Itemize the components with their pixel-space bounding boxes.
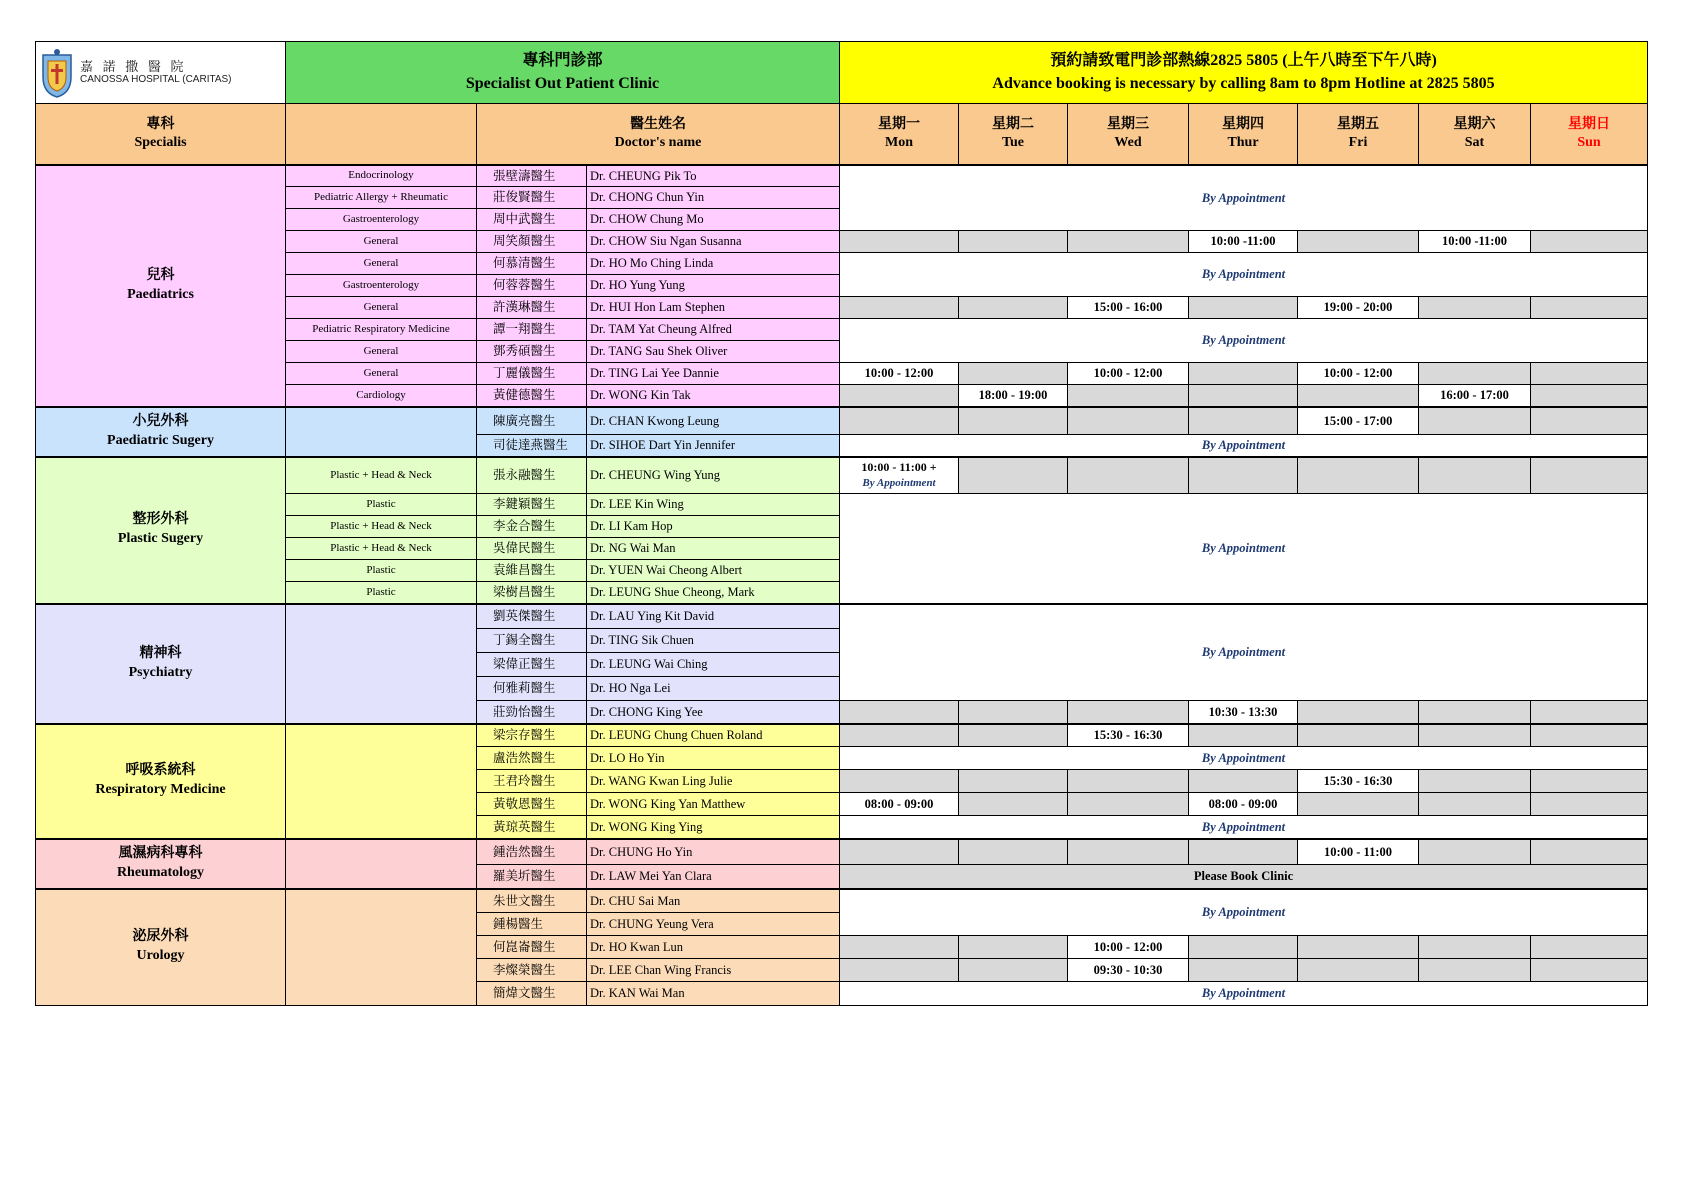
- day-en: Fri: [1348, 134, 1368, 150]
- subspecialty: Pediatric Respiratory Medicine: [286, 319, 477, 341]
- subspecialty: [286, 407, 477, 457]
- slot-empty: [840, 959, 959, 982]
- slot-empty: [1189, 936, 1298, 959]
- doctor-name-en: Dr. TING Lai Yee Dannie: [587, 363, 840, 385]
- doctor-name-cn: 梁樹昌醫生: [477, 582, 587, 604]
- doctor-name-en: Dr. LAU Ying Kit David: [587, 604, 840, 629]
- schedule-table: [35, 41, 1648, 1006]
- doctor-name-en: Dr. CHEUNG Wing Yung: [587, 457, 840, 494]
- clinic-time: 10:00 - 12:00: [1068, 363, 1189, 385]
- slot-empty: [959, 959, 1068, 982]
- by-appointment: By Appointment: [840, 253, 1648, 297]
- slot-empty: [1189, 457, 1298, 494]
- slot-empty: [959, 297, 1068, 319]
- slot-empty: [1068, 457, 1189, 494]
- dept-cn: 兒科: [146, 267, 175, 283]
- clinic-title-cn: 專科門診部: [522, 52, 603, 70]
- day-header-tue: [959, 104, 1068, 165]
- subspecialty: Plastic + Head & Neck: [286, 457, 477, 494]
- slot-empty: [1419, 701, 1531, 724]
- slot-empty: [1068, 839, 1189, 865]
- subspecialty-header: [286, 104, 477, 165]
- doctor-name-cn: 何蓉蓉醫生: [477, 275, 587, 297]
- subspecialty: Plastic: [286, 560, 477, 582]
- subspecialty: General: [286, 253, 477, 275]
- slot-empty: [840, 701, 959, 724]
- day-header-sun: [1531, 104, 1648, 165]
- slot-empty: [1298, 793, 1419, 816]
- by-appointment: By Appointment: [840, 435, 1648, 457]
- doctor-name-cn: 莊俊賢醫生: [477, 187, 587, 209]
- hospital-logo: [36, 42, 286, 104]
- doctor-name-cn: 何慕清醫生: [477, 253, 587, 275]
- doctor-name-cn: 許漢琳醫生: [477, 297, 587, 319]
- by-appointment: By Appointment: [840, 319, 1648, 363]
- doctor-name-en: Dr. HO Kwan Lun: [587, 936, 840, 959]
- slot-empty: [1298, 457, 1419, 494]
- doctor-name-cn: 鍾浩然醫生: [477, 839, 587, 865]
- doctor-name-cn: 黃琼英醫生: [477, 816, 587, 839]
- slot-empty: [959, 936, 1068, 959]
- booking-notice-en: Advance booking is necessary by calling 8am to 8pm Hotline at 2825 5805: [992, 74, 1495, 92]
- slot-empty: [1189, 770, 1298, 793]
- title-row: [36, 42, 1648, 104]
- subspecialty: General: [286, 363, 477, 385]
- slot-empty: [1419, 407, 1531, 435]
- clinic-time: 10:00 - 12:00: [1298, 363, 1419, 385]
- doctor-name-en: Dr. WONG King Ying: [587, 816, 840, 839]
- table-row: [36, 839, 1648, 865]
- dept-cn: 整形外科: [132, 512, 189, 528]
- slot-empty: [959, 407, 1068, 435]
- by-appointment: By Appointment: [840, 982, 1648, 1006]
- doctor-name-en: Dr. CHOW Chung Mo: [587, 209, 840, 231]
- slot-empty: [1298, 701, 1419, 724]
- dept-en: Respiratory Medicine: [95, 782, 226, 797]
- doctor-name-cn: 何雅莉醫生: [477, 677, 587, 701]
- booking-notice: [840, 42, 1648, 104]
- clinic-time: 15:30 - 16:30: [1068, 724, 1189, 747]
- slot-empty: [1531, 793, 1648, 816]
- slot-empty: [959, 701, 1068, 724]
- day-header-wed: [1068, 104, 1189, 165]
- subspecialty: Endocrinology: [286, 165, 477, 187]
- doctor-name-en: Dr. KAN Wai Man: [587, 982, 840, 1006]
- specialty-header-en: Specialis: [134, 134, 187, 150]
- clinic-time: 18:00 - 19:00: [959, 385, 1068, 407]
- subspecialty: Plastic: [286, 582, 477, 604]
- clinic-title-en: Specialist Out Patient Clinic: [465, 74, 660, 92]
- day-en: Mon: [885, 134, 913, 150]
- doctor-name-en: Dr. SIHOE Dart Yin Jennifer: [587, 435, 840, 457]
- schedule-sheet: [35, 41, 1647, 1006]
- doctor-name-en: Dr. CHOW Siu Ngan Susanna: [587, 231, 840, 253]
- please-book-clinic: Please Book Clinic: [840, 865, 1648, 889]
- doctor-header-cn: 醫生姓名: [630, 116, 686, 132]
- slot-empty: [1531, 839, 1648, 865]
- slot-empty: [1068, 770, 1189, 793]
- doctor-name-cn: 梁偉正醫生: [477, 653, 587, 677]
- by-appointment: By Appointment: [840, 165, 1648, 231]
- doctor-name-cn: 王君玲醫生: [477, 770, 587, 793]
- slot-empty: [959, 363, 1068, 385]
- slot-empty: [840, 297, 959, 319]
- doctor-name-en: Dr. CHUNG Yeung Vera: [587, 913, 840, 936]
- by-appointment: By Appointment: [840, 816, 1648, 839]
- doctor-name-cn: 張壁濤醫生: [477, 165, 587, 187]
- subspecialty: General: [286, 341, 477, 363]
- dept-en: Paediatrics: [127, 286, 194, 302]
- day-en: Sat: [1464, 134, 1485, 150]
- day-header-sat: [1419, 104, 1531, 165]
- table-row: [36, 457, 1648, 494]
- subspecialty: General: [286, 231, 477, 253]
- dept-rheumatology: [36, 839, 286, 889]
- table-row: [36, 407, 1648, 435]
- day-header-thu: [1189, 104, 1298, 165]
- slot-empty: [1068, 793, 1189, 816]
- doctor-name-en: Dr. LEE Chan Wing Francis: [587, 959, 840, 982]
- doctor-name-cn: 陳廣亮醫生: [477, 407, 587, 435]
- doctor-name-en: Dr. LEE Kin Wing: [587, 494, 840, 516]
- doctor-name-en: Dr. CHEUNG Pik To: [587, 165, 840, 187]
- slot-empty: [1068, 231, 1189, 253]
- slot-empty: [1531, 385, 1648, 407]
- doctor-header-en: Doctor's name: [614, 134, 702, 150]
- doctor-name-en: Dr. HO Mo Ching Linda: [587, 253, 840, 275]
- doctor-name-cn: 劉英傑醫生: [477, 604, 587, 629]
- clinic-time: 10:00 - 12:00: [1068, 936, 1189, 959]
- clinic-time: 09:30 - 10:30: [1068, 959, 1189, 982]
- slot-empty: [840, 407, 959, 435]
- doctor-name-en: Dr. LEUNG Chung Chuen Roland: [587, 724, 840, 747]
- clinic-time: 10:30 - 13:30: [1189, 701, 1298, 724]
- subspecialty: [286, 839, 477, 889]
- doctor-name-en: Dr. LEUNG Shue Cheong, Mark: [587, 582, 840, 604]
- slot-empty: [1419, 363, 1531, 385]
- doctor-name-cn: 黃敬恩醫生: [477, 793, 587, 816]
- slot-empty: [1531, 701, 1648, 724]
- day-en: Sun: [1577, 134, 1601, 150]
- clinic-time: 15:30 - 16:30: [1298, 770, 1419, 793]
- doctor-name-en: Dr. WONG King Yan Matthew: [587, 793, 840, 816]
- specialty-header: [36, 104, 286, 165]
- slot-empty: [1531, 457, 1648, 494]
- slot-empty: [840, 936, 959, 959]
- dept-en: Psychiatry: [128, 664, 193, 680]
- dept-cn: 精神科: [139, 645, 182, 661]
- doctor-name-cn: 司徒達燕醫生: [477, 435, 587, 457]
- subspecialty: Plastic: [286, 494, 477, 516]
- clinic-time: [840, 457, 959, 494]
- slot-empty: [1531, 936, 1648, 959]
- slot-empty: [1298, 724, 1419, 747]
- doctor-name-cn: 簡煒文醫生: [477, 982, 587, 1006]
- day-cn: 星期三: [1107, 116, 1149, 132]
- table-row: [36, 604, 1648, 629]
- doctor-name-en: Dr. WONG Kin Tak: [587, 385, 840, 407]
- doctor-name-cn: 盧浩然醫生: [477, 747, 587, 770]
- clinic-time: 10:00 - 12:00: [840, 363, 959, 385]
- subspecialty: Gastroenterology: [286, 209, 477, 231]
- slot-empty: [959, 839, 1068, 865]
- doctor-name-cn: 黃健德醫生: [477, 385, 587, 407]
- day-cn: 星期二: [992, 116, 1034, 132]
- clinic-time: 19:00 - 20:00: [1298, 297, 1419, 319]
- doctor-name-cn: 李鍵穎醫生: [477, 494, 587, 516]
- subspecialty: General: [286, 297, 477, 319]
- slot-empty: [840, 839, 959, 865]
- slot-empty: [1189, 407, 1298, 435]
- clinic-time: 10:00 -11:00: [1189, 231, 1298, 253]
- doctor-name-en: Dr. HO Nga Lei: [587, 677, 840, 701]
- doctor-name-en: Dr. CHU Sai Man: [587, 889, 840, 913]
- doctor-name-en: Dr. CHUNG Ho Yin: [587, 839, 840, 865]
- slot-empty: [1531, 770, 1648, 793]
- dept-cn: 小兒外科: [132, 413, 189, 429]
- doctor-name-cn: 吳偉民醫生: [477, 538, 587, 560]
- clinic-time: 15:00 - 16:00: [1068, 297, 1189, 319]
- slot-empty: [1298, 385, 1419, 407]
- by-appointment: By Appointment: [840, 889, 1648, 936]
- doctor-name-en: Dr. LAW Mei Yan Clara: [587, 865, 840, 889]
- slot-empty: [1068, 701, 1189, 724]
- subspecialty: [286, 604, 477, 724]
- slot-empty: [1189, 724, 1298, 747]
- slot-empty: [1419, 297, 1531, 319]
- day-en: Wed: [1114, 134, 1142, 150]
- slot-empty: [1068, 407, 1189, 435]
- doctor-name-en: Dr. NG Wai Man: [587, 538, 840, 560]
- slot-empty: [1189, 839, 1298, 865]
- doctor-name-cn: 丁麗儀醫生: [477, 363, 587, 385]
- dept-en: Plastic Sugery: [117, 531, 204, 546]
- dept-cn: 風濕病科專科: [118, 845, 203, 861]
- dept-respiratory: [36, 724, 286, 839]
- slot-empty: [1419, 959, 1531, 982]
- slot-empty: [1189, 385, 1298, 407]
- dept-psychiatry: [36, 604, 286, 724]
- clinic-time: 15:00 - 17:00: [1298, 407, 1419, 435]
- doctor-name-cn: 何崑崙醫生: [477, 936, 587, 959]
- slot-empty: [959, 231, 1068, 253]
- doctor-name-cn: 李金合醫生: [477, 516, 587, 538]
- slot-empty: [1189, 959, 1298, 982]
- doctor-name-cn: 鍾楊醫生: [477, 913, 587, 936]
- dept-cn: 呼吸系統科: [125, 763, 196, 779]
- doctor-name-cn: 羅美圻醫生: [477, 865, 587, 889]
- doctor-name-cn: 丁錫全醫生: [477, 629, 587, 653]
- doctor-name-en: Dr. TING Sik Chuen: [587, 629, 840, 653]
- doctor-name-cn: 李燦榮醫生: [477, 959, 587, 982]
- doctor-name-en: Dr. YUEN Wai Cheong Albert: [587, 560, 840, 582]
- by-appointment: By Appointment: [862, 477, 936, 490]
- doctor-name-en: Dr. HUI Hon Lam Stephen: [587, 297, 840, 319]
- by-appointment: By Appointment: [840, 494, 1648, 604]
- slot-empty: [959, 793, 1068, 816]
- slot-empty: [1189, 363, 1298, 385]
- doctor-name-en: Dr. LI Kam Hop: [587, 516, 840, 538]
- doctor-name-cn: 譚一翔醫生: [477, 319, 587, 341]
- subspecialty: Plastic + Head & Neck: [286, 538, 477, 560]
- dept-paediatric-surgery: [36, 407, 286, 457]
- slot-empty: [1068, 385, 1189, 407]
- day-cn: 星期四: [1222, 116, 1264, 132]
- slot-empty: [1531, 231, 1648, 253]
- slot-empty: [840, 385, 959, 407]
- slot-empty: [1531, 959, 1648, 982]
- slot-empty: [1419, 770, 1531, 793]
- subspecialty: [286, 724, 477, 839]
- doctor-name-en: Dr. LEUNG Wai Ching: [587, 653, 840, 677]
- clinic-time: 08:00 - 09:00: [840, 793, 959, 816]
- day-header-mon: [840, 104, 959, 165]
- column-header-row: [36, 104, 1648, 165]
- doctor-name-en: Dr. LO Ho Yin: [587, 747, 840, 770]
- by-appointment: By Appointment: [840, 747, 1648, 770]
- doctor-name-cn: 莊勁怡醫生: [477, 701, 587, 724]
- slot-empty: [1531, 724, 1648, 747]
- table-row: [36, 724, 1648, 747]
- slot-empty: [1419, 457, 1531, 494]
- doctor-name-cn: 張永融醫生: [477, 457, 587, 494]
- slot-empty: [959, 724, 1068, 747]
- dept-paediatrics: [36, 165, 286, 407]
- hospital-crest-icon: [40, 47, 74, 99]
- slot-empty: [1298, 959, 1419, 982]
- dept-cn: 泌尿外科: [132, 929, 189, 945]
- doctor-name-en: Dr. CHONG Chun Yin: [587, 187, 840, 209]
- doctor-name-cn: 梁宗存醫生: [477, 724, 587, 747]
- dept-en: Paediatric Sugery: [107, 432, 214, 448]
- by-appointment: By Appointment: [840, 604, 1648, 701]
- day-cn: 星期一: [878, 116, 920, 132]
- slot-empty: [1531, 363, 1648, 385]
- subspecialty: Cardiology: [286, 385, 477, 407]
- slot-empty: [959, 457, 1068, 494]
- doctor-name-en: Dr. CHAN Kwong Leung: [587, 407, 840, 435]
- clinic-time: 08:00 - 09:00: [1189, 793, 1298, 816]
- hospital-name-cn: 嘉 諾 撒 醫 院: [80, 58, 187, 74]
- table-row: [36, 889, 1648, 913]
- slot-empty: [1419, 936, 1531, 959]
- subspecialty: [286, 889, 477, 1006]
- slot-empty: [840, 231, 959, 253]
- table-row: [36, 165, 1648, 187]
- slot-empty: [1531, 297, 1648, 319]
- clinic-time: 10:00 - 11:00: [1298, 839, 1419, 865]
- doctor-name-en: Dr. CHONG King Yee: [587, 701, 840, 724]
- clinic-time: 16:00 - 17:00: [1419, 385, 1531, 407]
- slot-empty: [1531, 407, 1648, 435]
- day-header-fri: [1298, 104, 1419, 165]
- slot-empty: [1298, 936, 1419, 959]
- day-cn: 星期日: [1568, 116, 1611, 132]
- slot-empty: [840, 770, 959, 793]
- doctor-name-en: Dr. TANG Sau Shek Oliver: [587, 341, 840, 363]
- day-cn: 星期五: [1337, 116, 1379, 132]
- clinic-time: 10:00 -11:00: [1419, 231, 1531, 253]
- slot-empty: [1419, 724, 1531, 747]
- slot-empty: [959, 770, 1068, 793]
- dept-urology: [36, 889, 286, 1006]
- doctor-name-cn: 朱世文醫生: [477, 889, 587, 913]
- slot-empty: [1298, 231, 1419, 253]
- day-en: Thur: [1227, 134, 1259, 150]
- slot-empty: [1419, 839, 1531, 865]
- slot-empty: [1419, 793, 1531, 816]
- day-en: Tue: [1001, 134, 1025, 150]
- subspecialty: Pediatric Allergy + Rheumatic: [286, 187, 477, 209]
- dept-en: Rheumatology: [116, 864, 205, 880]
- doctor-name-cn: 鄧秀碩醫生: [477, 341, 587, 363]
- doctor-name-cn: 袁維昌醫生: [477, 560, 587, 582]
- doctor-name-cn: 周笑顏醫生: [477, 231, 587, 253]
- slot-empty: [1189, 297, 1298, 319]
- doctor-name-cn: 周中武醫生: [477, 209, 587, 231]
- doctor-name-en: Dr. TAM Yat Cheung Alfred: [587, 319, 840, 341]
- doctor-header: [477, 104, 840, 165]
- clinic-title: [286, 42, 840, 104]
- doctor-name-en: Dr. HO Yung Yung: [587, 275, 840, 297]
- hospital-name-en: CANOSSA HOSPITAL (CARITAS): [80, 74, 232, 86]
- specialty-header-cn: 專科: [146, 116, 175, 132]
- dept-en: Urology: [136, 948, 185, 964]
- clinic-time-value: 10:00 - 11:00 +: [861, 459, 937, 474]
- day-cn: 星期六: [1453, 116, 1496, 132]
- subspecialty: Gastroenterology: [286, 275, 477, 297]
- slot-empty: [840, 724, 959, 747]
- doctor-name-en: Dr. WANG Kwan Ling Julie: [587, 770, 840, 793]
- dept-plastic-surgery: [36, 457, 286, 604]
- subspecialty: Plastic + Head & Neck: [286, 516, 477, 538]
- booking-notice-cn: 預約請致電門診部熱線2825 5805 (上午八時至下午八時): [1050, 52, 1437, 70]
